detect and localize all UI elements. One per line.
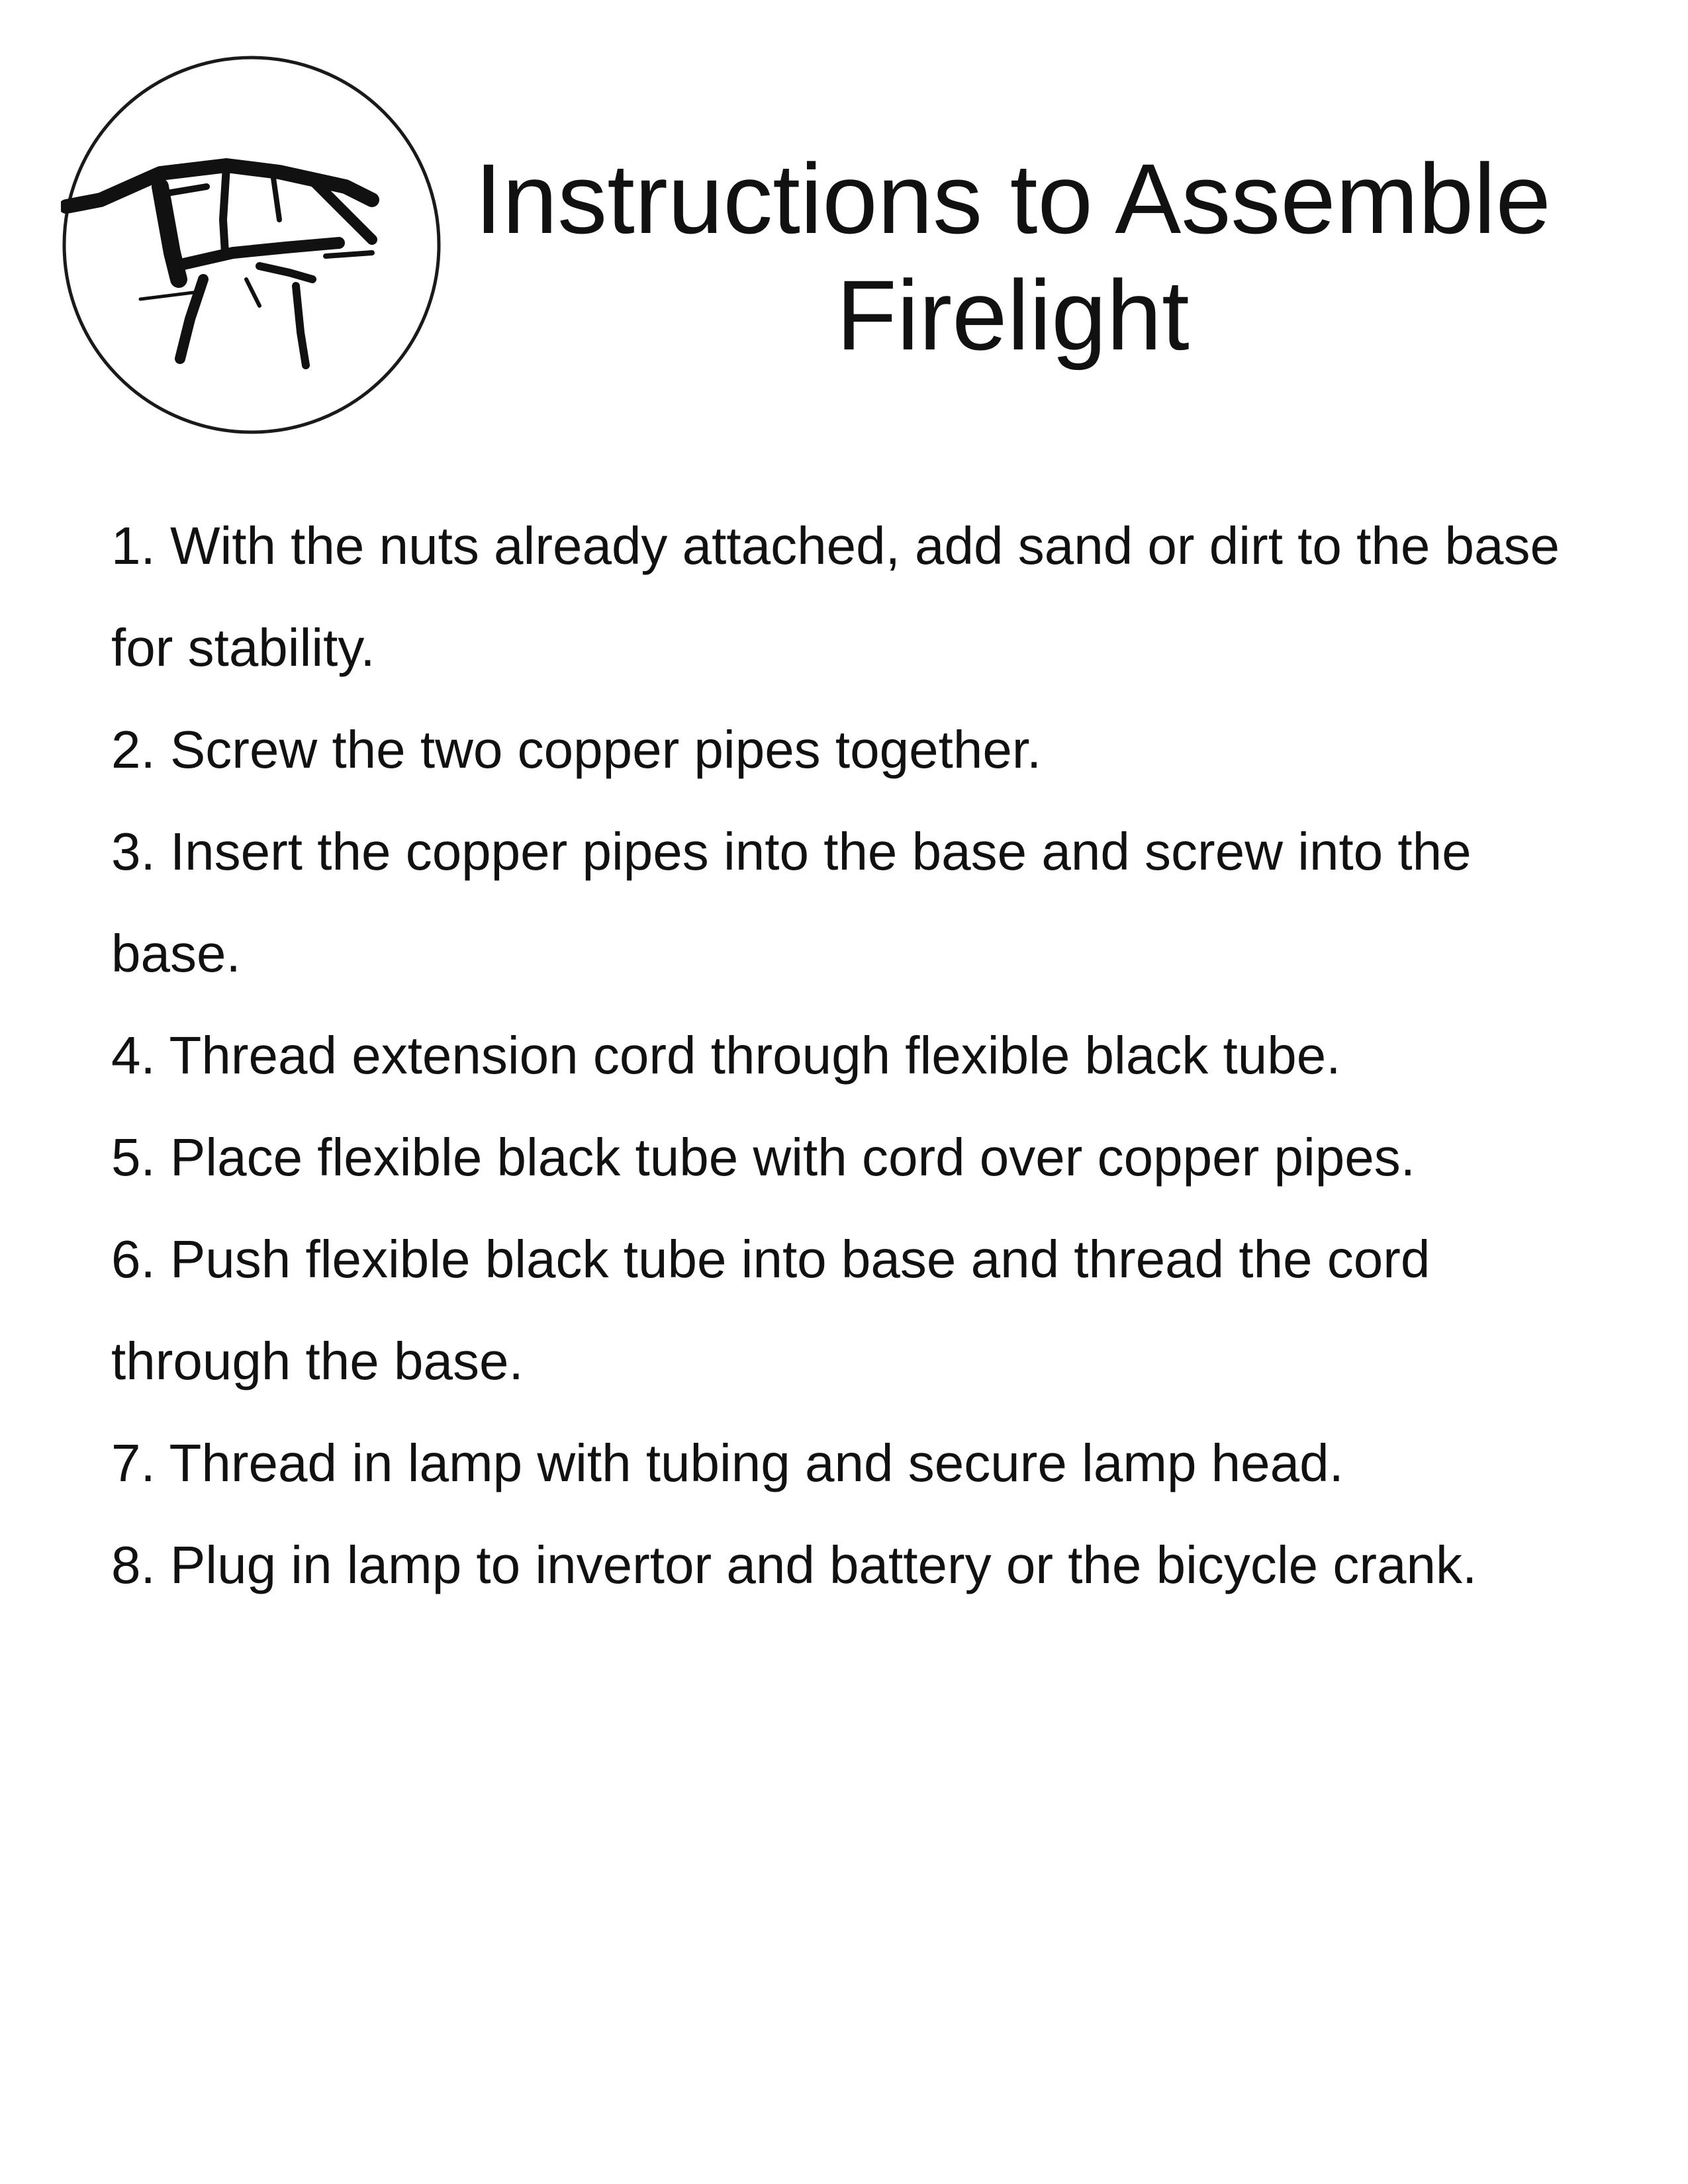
step-6: 6. Push flexible black tube into base and thread the cord through the base. [111, 1230, 1430, 1390]
firelight-logo-icon [61, 54, 442, 435]
step-3: 3. Insert the copper pipes into the base and screw into the base. [111, 822, 1472, 983]
title-line-1: Instructions to Assemble [475, 143, 1551, 254]
title-line-2: Firelight [836, 259, 1190, 371]
page-title [437, 140, 1589, 373]
step-4: 4. Thread extension cord through flexible black tube. [111, 1026, 1341, 1085]
step-7: 7. Thread in lamp with tubing and secure lamp head. [111, 1433, 1344, 1492]
step-1: 1. With the nuts already attached, add sand or dirt to the base for stability. [111, 516, 1560, 677]
instruction-steps-list [111, 495, 1601, 1616]
lamp-sketch-icon [61, 54, 442, 435]
step-5: 5. Place flexible black tube with cord over copper pipes. [111, 1128, 1415, 1187]
step-2: 2. Screw the two copper pipes together. [111, 720, 1042, 779]
step-8: 8. Plug in lamp to invertor and battery or the bicycle crank. [111, 1535, 1477, 1594]
